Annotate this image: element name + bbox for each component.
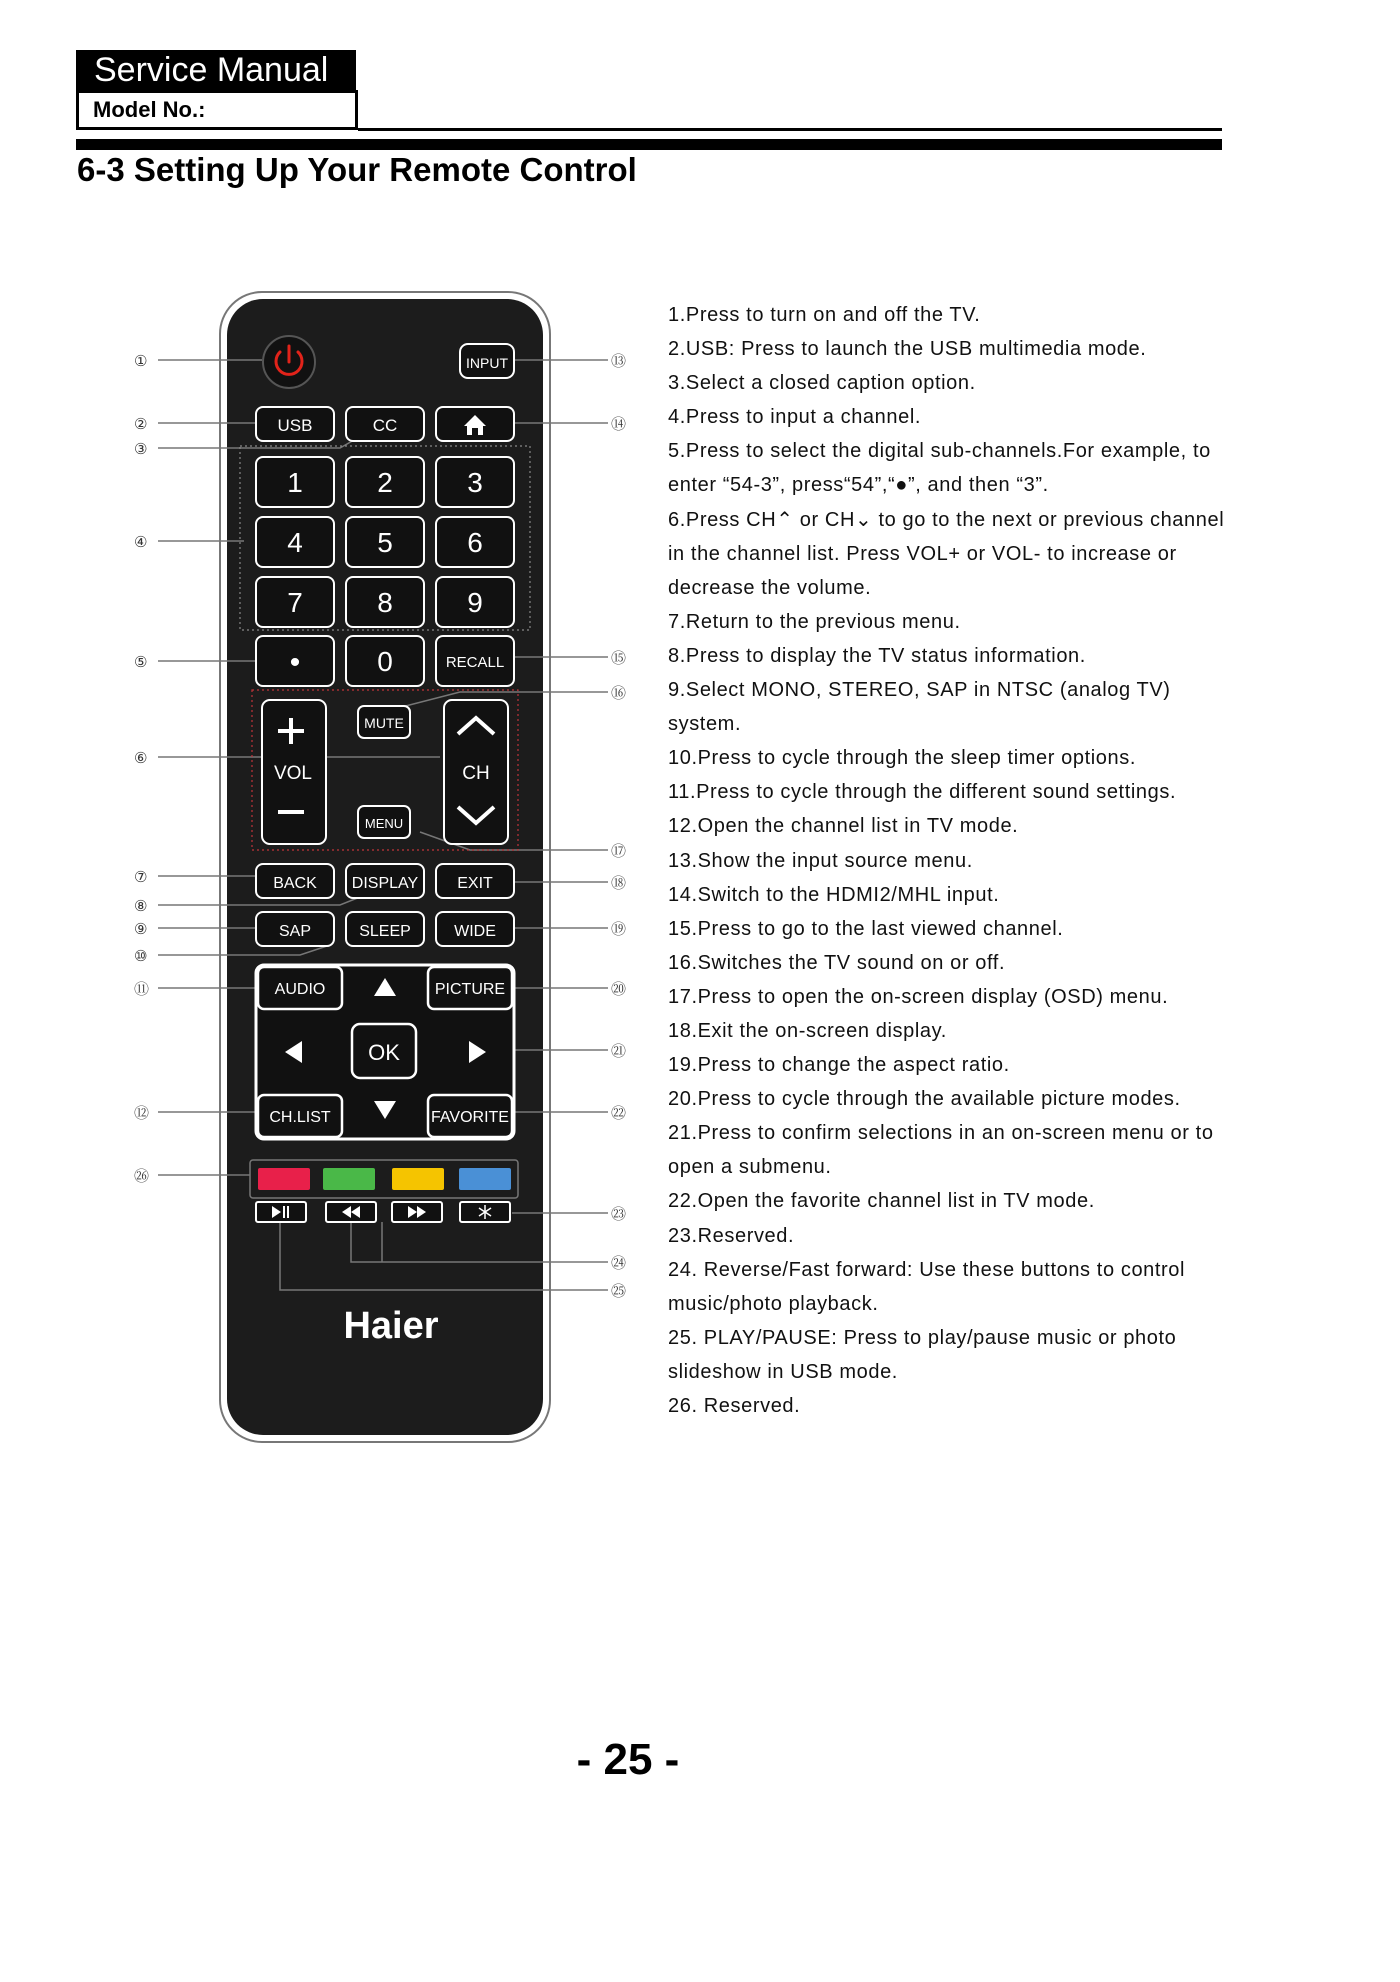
blue-button[interactable] [459, 1168, 511, 1190]
callout-1: ① [134, 352, 148, 370]
instruction-line: 2.USB: Press to launch the USB multimedia mode. [668, 338, 1147, 361]
play-pause-button[interactable] [256, 1202, 306, 1222]
instruction-line: 6.Press CH⌃ or CH⌄ to go to the next or previous channel [668, 508, 1225, 531]
display-button[interactable] [346, 864, 424, 898]
fast-forward-button[interactable] [392, 1202, 442, 1222]
usb-button[interactable] [256, 407, 334, 441]
instruction-line: 15.Press to go to the last viewed channel. [668, 917, 1064, 940]
sleep-button[interactable] [346, 912, 424, 946]
wide-button[interactable] [436, 912, 514, 946]
callout-12: ⑫ [134, 1104, 150, 1122]
sleep-button-label: SLEEP [359, 923, 411, 940]
callout-23: ㉓ [611, 1205, 627, 1223]
digit-button-5[interactable] [346, 517, 424, 567]
wide-button-label: WIDE [454, 923, 496, 940]
callout-19: ⑲ [611, 920, 627, 938]
instruction-line: decrease the volume. [668, 576, 872, 599]
instruction-line: 7.Return to the previous menu. [668, 610, 961, 633]
recall-button[interactable] [436, 636, 514, 686]
favorite-button-label: FAVORITE [431, 1109, 509, 1126]
volume-rocker[interactable] [262, 700, 326, 844]
instruction-line: 24. Reverse/Fast forward: Use these buttons to control [668, 1258, 1186, 1281]
instruction-line: 11.Press to cycle through the different sound settings. [668, 781, 1177, 804]
favorite-button[interactable] [428, 1095, 512, 1137]
digit-9-label: 9 [467, 587, 483, 618]
home-button[interactable] [436, 407, 514, 441]
instruction-line: 10.Press to cycle through the sleep timer options. [668, 747, 1137, 770]
instruction-line: 17.Press to open the on-screen display (OSD) menu. [668, 985, 1169, 1008]
instruction-line: 22.Open the favorite channel list in TV mode. [668, 1190, 1095, 1213]
digit-button-9[interactable] [436, 577, 514, 627]
callouts-right [611, 352, 626, 1300]
digit-2-label: 2 [377, 467, 393, 498]
callout-22: ㉒ [611, 1104, 627, 1122]
digit-6-label: 6 [467, 527, 483, 558]
menu-button[interactable] [358, 806, 410, 838]
dot-button-label: • [289, 646, 301, 679]
callout-13: ⑬ [611, 352, 627, 370]
instruction-line: 18.Exit the on-screen display. [668, 1019, 947, 1042]
chlist-button-label: CH.LIST [269, 1109, 331, 1126]
callout-10: ⑩ [134, 947, 148, 965]
reserved-button[interactable] [460, 1202, 510, 1222]
instruction-line: music/photo playback. [668, 1292, 879, 1315]
instruction-line: system. [668, 713, 742, 736]
instruction-line: 14.Switch to the HDMI2/MHL input. [668, 883, 1000, 906]
instruction-line: 19.Press to change the aspect ratio. [668, 1054, 1010, 1077]
power-button[interactable] [263, 336, 315, 388]
digit-0-label: 0 [377, 646, 393, 677]
instruction-line: 5.Press to select the digital sub-channels.For example, to [668, 440, 1211, 463]
red-button[interactable] [258, 1168, 310, 1190]
instruction-line: 16.Switches the TV sound on or off. [668, 951, 1006, 974]
manual-title: Service Manual [76, 50, 356, 90]
digit-1-label: 1 [287, 467, 303, 498]
instruction-line: open a submenu. [668, 1156, 832, 1179]
picture-button[interactable] [428, 967, 512, 1009]
digit-button-7[interactable] [256, 577, 334, 627]
digit-5-label: 5 [377, 527, 393, 558]
cc-button[interactable] [346, 407, 424, 441]
callout-17: ⑰ [611, 842, 627, 860]
callout-15: ⑮ [611, 649, 627, 667]
sap-button[interactable] [256, 912, 334, 946]
instruction-line: 12.Open the channel list in TV mode. [668, 815, 1019, 838]
callout-5: ⑤ [134, 653, 148, 671]
display-button-label: DISPLAY [351, 875, 419, 892]
dot-button[interactable] [256, 636, 334, 686]
instruction-line: slideshow in USB mode. [668, 1360, 898, 1383]
audio-button-label: AUDIO [274, 981, 326, 998]
instruction-line: enter “54-3”, press“54”,“●”, and then “3”. [668, 474, 1049, 497]
mute-button-label: MUTE [364, 715, 404, 731]
callout-25: ㉕ [611, 1282, 627, 1300]
instruction-line: 23.Reserved. [668, 1224, 795, 1247]
menu-button-label: MENU [364, 816, 404, 831]
instruction-line: 1.Press to turn on and off the TV. [668, 304, 981, 326]
callout-16: ⑯ [611, 684, 627, 702]
cc-button-label: CC [372, 416, 398, 435]
instruction-line: 9.Select MONO, STEREO, SAP in NTSC (analog TV) [668, 679, 1171, 702]
instruction-line: 13.Show the input source menu. [668, 849, 973, 872]
ok-button[interactable] [352, 1024, 416, 1078]
callout-11: ⑪ [134, 980, 150, 998]
model-number-label: Model No.: [76, 90, 358, 130]
digit-button-4[interactable] [256, 517, 334, 567]
instruction-line: 3.Select a closed caption option. [668, 372, 976, 395]
instruction-line: 4.Press to input a channel. [668, 406, 922, 429]
audio-button[interactable] [258, 967, 342, 1009]
yellow-button[interactable] [392, 1168, 444, 1190]
digit-4-label: 4 [287, 527, 303, 558]
instruction-line: in the channel list. Press VOL+ or VOL- to increase or [668, 542, 1177, 565]
picture-button-label: PICTURE [434, 981, 506, 998]
callout-20: ⑳ [611, 980, 627, 998]
exit-button[interactable] [436, 864, 514, 898]
callout-4: ④ [134, 533, 148, 551]
digit-button-1[interactable] [256, 457, 334, 507]
chlist-button[interactable] [258, 1095, 342, 1137]
digit-button-6[interactable] [436, 517, 514, 567]
rewind-button[interactable] [326, 1202, 376, 1222]
instruction-line: 25. PLAY/PAUSE: Press to play/pause music or photo [668, 1326, 1177, 1349]
channel-rocker[interactable] [444, 700, 508, 844]
callout-24: ㉔ [611, 1254, 627, 1272]
digit-button-3[interactable] [436, 457, 514, 507]
recall-button-label: RECALL [445, 654, 505, 671]
instructions-list [668, 298, 1268, 1423]
callout-14: ⑭ [611, 415, 627, 433]
input-button-label: INPUT [466, 355, 508, 371]
callout-21: ㉑ [611, 1042, 627, 1060]
instruction-line: 20.Press to cycle through the available picture modes. [668, 1088, 1181, 1111]
digit-button-8[interactable] [346, 577, 424, 627]
digit-3-label: 3 [467, 467, 483, 498]
digit-7-label: 7 [287, 587, 303, 618]
input-button[interactable] [460, 344, 514, 378]
volume-label: VOL [273, 763, 313, 784]
brand-logo: Haier [343, 1305, 439, 1347]
green-button[interactable] [323, 1168, 375, 1190]
callout-3: ③ [134, 440, 148, 458]
back-button-label: BACK [273, 875, 317, 892]
callout-6: ⑥ [134, 749, 148, 767]
mute-button[interactable] [358, 706, 410, 738]
callouts-left [134, 352, 149, 1185]
callout-26: ㉖ [134, 1167, 150, 1185]
usb-button-label: USB [277, 416, 313, 435]
back-button[interactable] [256, 864, 334, 898]
instruction-line: 26. Reserved. [668, 1395, 801, 1417]
callout-8: ⑧ [134, 897, 148, 915]
digit-button-0[interactable] [346, 636, 424, 686]
instruction-line: 8.Press to display the TV status information. [668, 644, 1086, 667]
ok-button-label: OK [368, 1040, 400, 1065]
section-title: 6-3 Setting Up Your Remote Control [77, 151, 637, 188]
digit-button-2[interactable] [346, 457, 424, 507]
digit-8-label: 8 [377, 587, 393, 618]
callout-2: ② [134, 415, 148, 433]
sap-button-label: SAP [278, 923, 312, 940]
channel-label: CH [462, 763, 490, 784]
callout-7: ⑦ [134, 868, 148, 886]
page-number: - 25 - [576, 1735, 680, 1784]
callout-9: ⑨ [134, 920, 148, 938]
callout-18: ⑱ [611, 874, 627, 892]
exit-button-label: EXIT [457, 875, 493, 892]
instruction-line: 21.Press to confirm selections in an on-screen menu or to [668, 1122, 1214, 1145]
